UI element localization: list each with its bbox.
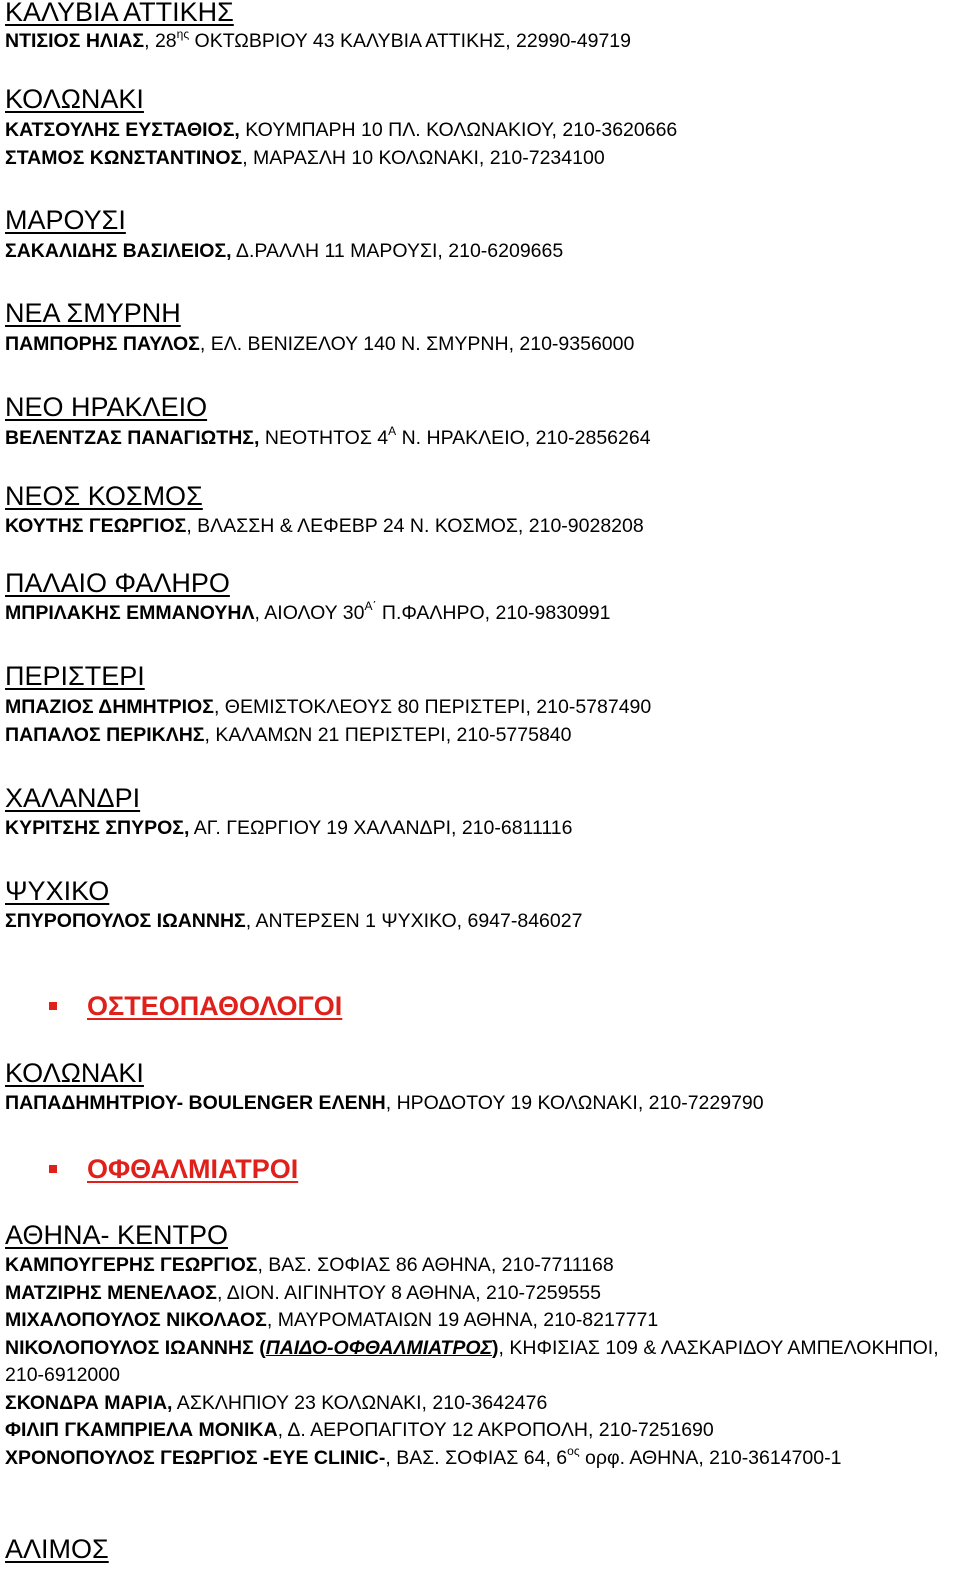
doctor-entry: ΠΑΠΑΛΟΣ ΠΕΡΙΚΛΗΣ, ΚΑΛΑΜΩΝ 21 ΠΕΡΙΣΤΕΡΙ, 210-5775840 (5, 724, 572, 746)
category-title-osteopathologists: ΟΣΤΕΟΠΑΘΟΛΟΓΟΙ (5, 991, 342, 1021)
doctor-entry: ΜΙΧΑΛΟΠΟΥΛΟΣ ΝΙΚΟΛΑΟΣ, ΜΑΥΡΟΜΑΤΑΙΩΝ 19 ΑΘΗΝΑ, 210-8217771 (5, 1309, 659, 1331)
area-heading: ΑΘΗΝΑ- ΚΕΝΤΡΟ (5, 1220, 228, 1250)
doctor-entry: ΚΥΡΙΤΣΗΣ ΣΠΥΡΟΣ, ΑΓ. ΓΕΩΡΓΙΟΥ 19 ΧΑΛΑΝΔΡΙ, 210-6811116 (5, 817, 573, 839)
doctor-entry: ΝΤΙΣΙΟΣ ΗΛΙΑΣ, $28^{\eta\varsigma}$ ΟΚΤΩΒΡΙΟΥ 43 ΚΑΛΥΒΙΑ ΑΤΤΙΚΗΣ, 22990-49719 (5, 27, 632, 52)
doctor-entry: ΜΠΑΖΙΟΣ ΔΗΜΗΤΡΙΟΣ, ΘΕΜΙΣΤΟΚΛΕΟΥΣ 80 ΠΕΡΙΣΤΕΡΙ, 210-5787490 (5, 696, 652, 718)
category-title-ophthalmologists: ΟΦΘΑΛΜΙΑΤΡΟΙ (5, 1154, 298, 1184)
doctor-entry: ΠΑΜΠΟΡΗΣ ΠΑΥΛΟΣ, ΕΛ. ΒΕΝΙΖΕΛΟΥ 140 Ν. ΣΜΥΡΝΗ, 210-9356000 (5, 333, 635, 355)
doctor-entry: ΠΑΠΑΔΗΜΗΤΡΙΟΥ- BOULENGER ΕΛΕΝΗ, ΗΡΟΔΟΤΟΥ 19 ΚΟΛΩΝΑΚΙ, 210-7229790 (5, 1092, 764, 1114)
area-heading: ΚΟΛΩΝΑΚΙ (5, 84, 144, 114)
area-heading: ΠΑΛΑΙΟ ΦΑΛΗΡΟ (5, 568, 230, 598)
doctor-entry: ΧΡΟΝΟΠΟΥΛΟΣ ΓΕΩΡΓΙΟΣ -EYE CLINIC-, ΒΑΣ. ΣΟΦΙΑΣ 64, $6^{o\varsigma}$ ορφ. ΑΘΗΝΑ, 210-3614700-1 (5, 1444, 842, 1469)
square-bullet-icon (49, 1165, 57, 1173)
doctor-entry: ΣΠΥΡΟΠΟΥΛΟΣ ΙΩΑΝΝΗΣ, ΑΝΤΕΡΣΕΝ 1 ΨΥΧΙΚΟ, 6947-846027 (5, 910, 583, 932)
area-heading: ΝΕΑ ΣΜΥΡΝΗ (5, 298, 181, 328)
doctor-entry: ΣΤΑΜΟΣ ΚΩΝΣΤΑΝΤΙΝΟΣ, ΜΑΡΑΣΛΗ 10 ΚΟΛΩΝΑΚΙ, 210-7234100 (5, 147, 605, 169)
doctor-entry: ΚΟΥΤΗΣ ΓΕΩΡΓΙΟΣ, ΒΛΑΣΣΗ & ΛΕΦΕΒΡ 24 Ν. ΚΟΣΜΟΣ, 210-9028208 (5, 515, 644, 537)
area-heading: ΚΑΛΥΒΙΑ ΑΤΤΙΚΗΣ (5, 0, 234, 27)
doctor-entry: ΜΠΡΙΛΑΚΗΣ ΕΜΜΑΝΟΥΗΛ, ΑΙΟΛΟΥ $30^{A΄}$ Π.ΦΑΛΗΡΟ, 210-9830991 (5, 599, 611, 624)
doctor-entry: ΣΑΚΑΛΙΔΗΣ ΒΑΣΙΛΕΙΟΣ, Δ.ΡΑΛΛΗ 11 ΜΑΡΟΥΣΙ, 210-6209665 (5, 240, 564, 262)
doctor-entry: ΚΑΤΣΟΥΛΗΣ ΕΥΣΤΑΘΙΟΣ, ΚΟΥΜΠΑΡΗ 10 ΠΛ. ΚΟΛΩΝΑΚΙΟΥ, 210-3620666 (5, 119, 678, 141)
doctor-entry: ΝΙΚΟΛΟΠΟΥΛΟΣ ΙΩΑΝΝΗΣ (ΠΑΙΔΟ-ΟΦΘΑΛΜΙΑΤΡΟΣ), ΚΗΦΙΣΙΑΣ 109 & ΛΑΣΚΑΡΙΔΟΥ ΑΜΠΕΛΟΚΗΠΟΙ, 210-6912000 (5, 1337, 939, 1386)
area-heading: ΚΟΛΩΝΑΚΙ (5, 1058, 144, 1088)
doctor-entry: ΦΙΛΙΠ ΓΚΑΜΠΡΙΕΛΑ ΜΟΝΙΚΑ, Δ. ΑΕΡΟΠΑΓΙΤΟΥ 12 ΑΚΡΟΠΟΛΗ, 210-7251690 (5, 1419, 714, 1441)
doctor-entry: ΒΕΛΕΝΤΖΑΣ ΠΑΝΑΓΙΩΤΗΣ, ΝΕΟΤΗΤΟΣ $4^A$ Ν. ΗΡΑΚΛΕΙΟ, 210-2856264 (5, 424, 651, 449)
area-heading: ΠΕΡΙΣΤΕΡΙ (5, 661, 145, 691)
area-heading: ΝΕΟ ΗΡΑΚΛΕΙΟ (5, 392, 208, 422)
doctor-entry: ΜΑΤΖΙΡΗΣ ΜΕΝΕΛΑΟΣ, ΔΙΟΝ. ΑΙΓΙΝΗΤΟΥ 8 ΑΘΗΝΑ, 210-7259555 (5, 1282, 601, 1304)
area-heading: ΨΥΧΙΚΟ (5, 876, 110, 906)
doctor-entry: ΣΚΟΝΔΡΑ ΜΑΡΙΑ, ΑΣΚΛΗΠΙΟΥ 23 ΚΟΛΩΝΑΚΙ, 210-3642476 (5, 1392, 548, 1414)
area-heading: ΜΑΡΟΥΣΙ (5, 205, 126, 235)
area-heading: ΑΛΙΜΟΣ (5, 1534, 109, 1564)
area-heading: ΧΑΛΑΝΔΡΙ (5, 783, 141, 813)
square-bullet-icon (49, 1002, 57, 1010)
doctor-entry: ΚΑΜΠΟΥΓΕΡΗΣ ΓΕΩΡΓΙΟΣ, ΒΑΣ. ΣΟΦΙΑΣ 86 ΑΘΗΝΑ, 210-7711168 (5, 1254, 614, 1276)
area-heading: ΝΕΟΣ ΚΟΣΜΟΣ (5, 481, 203, 511)
